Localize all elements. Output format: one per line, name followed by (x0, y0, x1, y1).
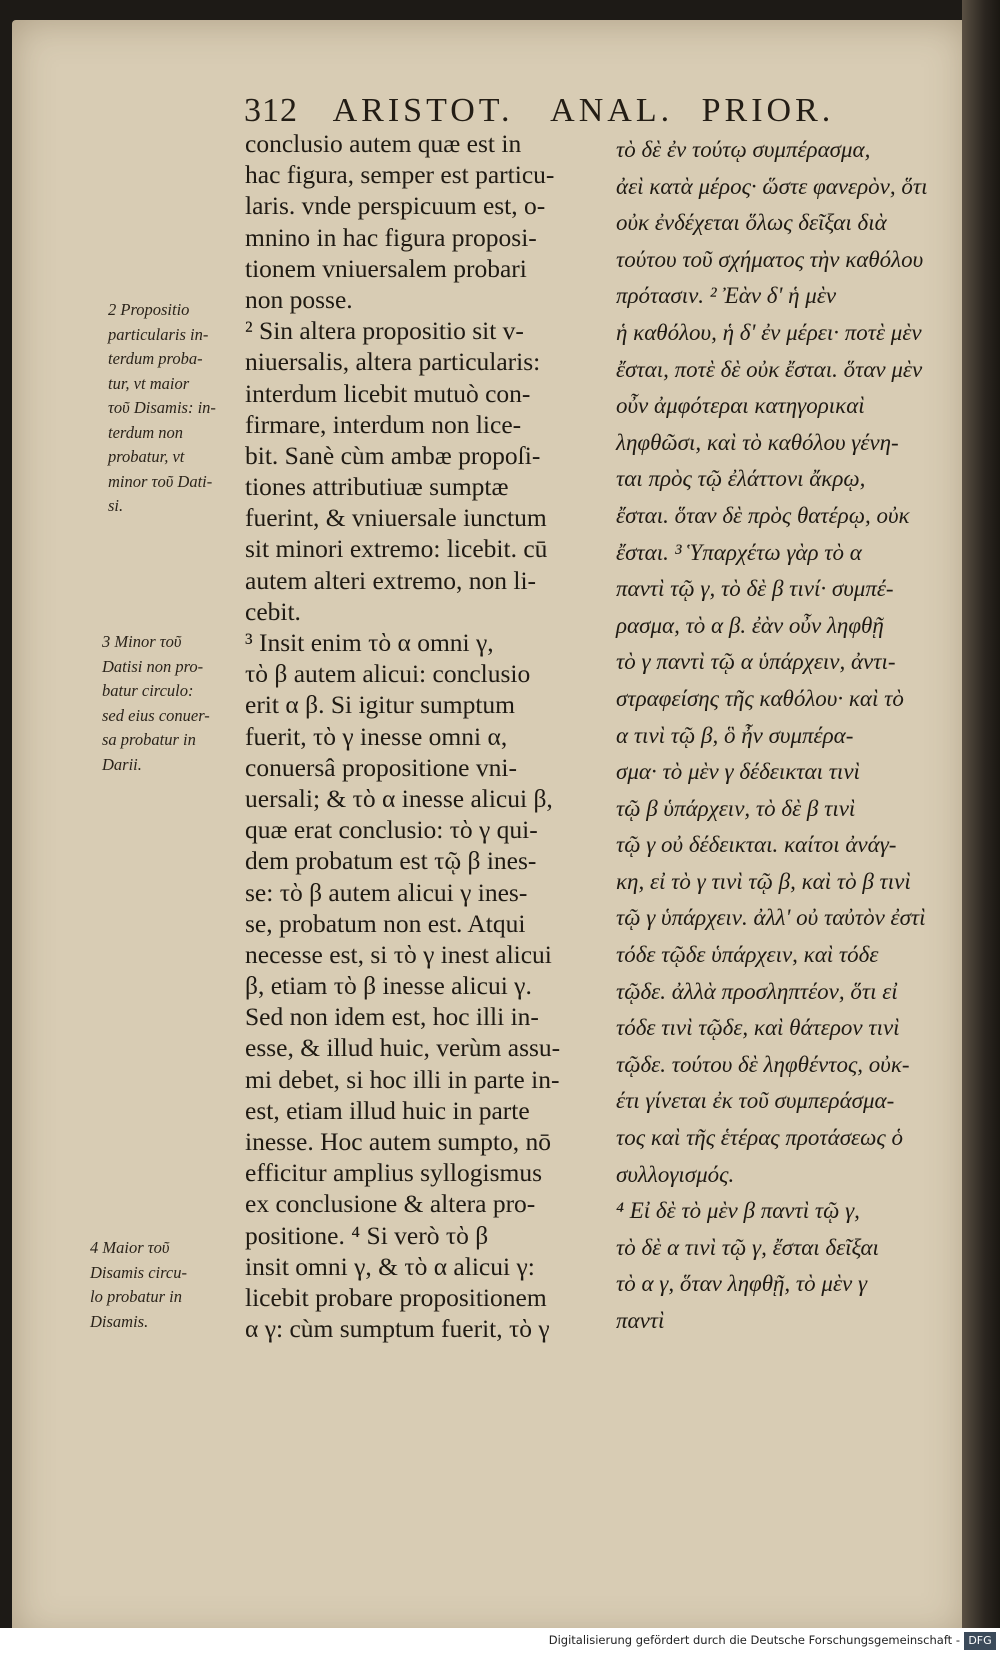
latin-text-line: insit omni γ, & τὸ α alicui γ: (245, 1251, 535, 1281)
latin-text-line: se, probatum non est. Atqui (245, 908, 526, 938)
greek-text-line: τος καὶ τῆς ἑτέρας προτάσεως ὁ (616, 1125, 903, 1151)
latin-text-line: β, etiam τὸ β inesse alicui γ. (245, 971, 532, 1001)
greek-text-line: τῷ β ὑπάρχειν, τὸ δὲ β τινὶ (616, 795, 856, 821)
margin-note-line: si. (108, 496, 124, 515)
margin-note-2 (108, 298, 216, 519)
page-number: 312 (244, 92, 298, 129)
latin-text-line: licebit probare propositionem (245, 1282, 547, 1312)
greek-text-line: τόδε τῷδε ὑπάρχειν, καὶ τόδε (616, 942, 879, 968)
margin-note-line: lo probatur in (90, 1287, 182, 1306)
margin-note-line: particularis in- (108, 324, 209, 344)
latin-text-line: mi debet, si hoc illi in parte in- (245, 1064, 560, 1094)
greek-text-line: κη, εἰ τὸ γ τινὶ τῷ β, καὶ τὸ β τινὶ (616, 868, 911, 894)
greek-text-line: τῷ γ ὑπάρχειν. ἀλλ' οὐ ταὐτὸν ἐστὶ (616, 905, 926, 931)
greek-text-line: τόδε τινὶ τῷδε, καὶ θάτερον τινὶ (616, 1015, 900, 1041)
greek-text-line: ρασμα, τὸ α β. ἐὰν οὖν ληφθῇ (616, 612, 884, 638)
latin-text-line: autem alteri extremo, non li- (245, 565, 537, 595)
margin-note-line: τοῦ Disamis: in- (108, 398, 216, 417)
greek-text-line: τὸ γ παντὶ τῷ α ὑπάρχειν, ἀντι- (616, 649, 896, 675)
digitization-credit: Digitalisierung gefördert durch die Deutsche Forschungsgemeinschaft - (548, 1633, 960, 1647)
greek-text-line: στραφείσης τῆς καθόλου· καὶ τὸ (616, 685, 904, 711)
latin-text-line: fuerit, τὸ γ inesse omni α, (245, 721, 508, 751)
latin-text-line: ex conclusione & altera pro- (245, 1189, 536, 1219)
latin-text-line: conuersâ propositione vni- (245, 752, 517, 782)
latin-text-line: efficitur amplius syllogismus (245, 1158, 543, 1188)
latin-text-line: positione. ⁴ Si verò τὸ β (245, 1220, 489, 1250)
greek-text-line: ληφθῶσι, καὶ τὸ καθόλου γένη- (616, 429, 899, 455)
greek-text-line: τῷδε. ἀλλὰ προσληπτέον, ὅτι εἰ (616, 978, 898, 1004)
book-edge (962, 0, 1000, 1656)
latin-text-line: cebit. (245, 596, 301, 626)
margin-note-line: Darii. (102, 754, 142, 774)
margin-note-line: sa probatur in (102, 730, 196, 749)
greek-text-line: τούτου τοῦ σχήματος τὴν καθόλου (616, 246, 924, 272)
margin-note-line: Disamis circu- (90, 1262, 188, 1282)
greek-text-line: ἔσται. ³ Ὑπαρχέτω γὰρ τὸ α (616, 539, 862, 565)
greek-text-line: έτι γίνεται ἐκ τοῦ συμπεράσμα- (616, 1088, 895, 1114)
margin-note-line: terdum non (108, 422, 184, 442)
latin-text-line: uersali; & τὸ α inesse alicui β, (245, 783, 553, 813)
latin-text-line: hac figura, semper est particu- (245, 160, 555, 190)
margin-note-line: sed eius conuer- (102, 705, 210, 725)
margin-note-line: probatur, vt (108, 447, 185, 466)
latin-text-line: non posse. (245, 284, 353, 314)
latin-text-line: inesse. Hoc autem sumpto, nō (245, 1127, 551, 1156)
margin-note-4 (90, 1236, 187, 1334)
greek-text-line: τῷ γ οὐ δέδεικται. καίτοι ἀνάγ- (616, 832, 897, 858)
greek-text-line: ἔσται. ὅταν δὲ πρὸς θατέρῳ, οὐκ (616, 502, 910, 528)
greek-text-line: συλλογισμός. (616, 1161, 735, 1187)
greek-text-line: παντὶ (616, 1308, 665, 1333)
latin-text-line: τὸ β autem alicui: conclusio (245, 659, 531, 689)
latin-text-line: fuerint, & vniuersale iunctum (245, 503, 547, 533)
latin-text-line: niuersalis, altera particularis: (245, 347, 541, 377)
latin-text-column (245, 128, 587, 1344)
latin-text-line: interdum licebit mutuò con- (245, 378, 531, 408)
margin-note-line: 3 Minor τοῦ (102, 632, 182, 651)
latin-text-line: tiones attributiuæ sumptæ (245, 472, 509, 502)
latin-text-line: dem probatum est τῷ β ines- (245, 846, 537, 876)
greek-text-line: οὖν ἀμφότεραι κατηγορικαὶ (616, 393, 865, 419)
margin-note-3 (102, 630, 210, 777)
greek-text-line: ἡ καθόλου, ἡ δ' ἐν μέρει· ποτὲ μὲν (616, 319, 922, 345)
greek-text-line: τὸ δὲ α τινὶ τῷ γ, ἔσται δεῖξαι (616, 1234, 879, 1260)
latin-text-line: Sed non idem est, hoc illi in- (245, 1002, 539, 1032)
header-title-work: ANAL. (550, 92, 674, 129)
latin-text-line: necesse est, si τὸ γ inest alicui (245, 939, 552, 969)
greek-text-line: σμα· τὸ μὲν γ δέδεικται τινὶ (616, 759, 860, 785)
greek-text-line: τὸ α γ, ὅταν ληφθῇ, τὸ μὲν γ (616, 1271, 868, 1297)
latin-text-line: conclusio autem quæ est in (245, 129, 522, 158)
margin-note-line: tur, vt maior (108, 373, 190, 393)
latin-text-line: esse, & illud huic, verùm assu- (245, 1033, 561, 1063)
latin-text-line: mnino in hac figura proposi- (245, 222, 537, 252)
latin-text-line: erit α β. Si igitur sumptum (245, 690, 516, 720)
latin-text-line: firmare, interdum non lice- (245, 409, 522, 439)
margin-note-line: batur circulo: (102, 681, 194, 700)
latin-text-line: ² Sin altera propositio sit v- (245, 316, 524, 346)
greek-text-line: ⁴ Εἰ δὲ τὸ μὲν β παντὶ τῷ γ, (616, 1198, 860, 1224)
greek-text-line: οὐκ ἐνδέχεται ὅλως δεῖξαι διὰ (616, 210, 887, 236)
greek-text-line: ται πρὸς τῷ ἐλάττονι ἄκρῳ, (616, 466, 866, 492)
dfg-logo: DFG (964, 1632, 996, 1650)
margin-note-line: 2 Propositio (108, 300, 190, 319)
greek-text-line: ἔσται, ποτὲ δὲ οὐκ ἔσται. ὅταν μὲν (616, 356, 923, 382)
header-title-author: ARISTOT. (332, 92, 514, 129)
greek-text-line: τὸ δὲ ἐν τούτῳ συμπέρασμα, (616, 137, 871, 162)
latin-text-line: sit minori extremo: licebit. cū (245, 534, 548, 564)
latin-text-line: laris. vnde perspicuum est, o- (245, 191, 546, 221)
greek-text-line: πρότασιν. ² Ἐὰν δ' ἡ μὲν (616, 283, 837, 309)
running-header (244, 92, 864, 130)
latin-text-line: bit. Sanè cùm ambæ propoſi- (245, 440, 541, 470)
latin-text-line: quæ erat conclusio: τὸ γ qui- (245, 815, 538, 845)
margin-note-line: Datisi non pro- (102, 656, 204, 676)
greek-text-line: τῷδε. τούτου δὲ ληφθέντος, οὐκ- (616, 1051, 910, 1077)
margin-note-line: 4 Maior τοῦ (90, 1238, 170, 1257)
header-title-part: PRIOR. (701, 92, 835, 129)
greek-text-line: ἀεὶ κατὰ μέρος· ὥστε φανερὸν, ὅτι (616, 173, 928, 199)
latin-text-line: ³ Insit enim τὸ α omni γ, (245, 628, 494, 657)
latin-text-line: α γ: cùm sumptum fuerit, τὸ γ (245, 1314, 550, 1344)
latin-text-line: se: τὸ β autem alicui γ ines- (245, 877, 528, 907)
footer-bar (0, 1628, 1000, 1656)
latin-text-line: tionem vniuersalem probari (245, 253, 527, 283)
greek-text-line: α τινὶ τῷ β, ὃ ἦν συμπέρα- (616, 722, 854, 748)
greek-text-line: παντὶ τῷ γ, τὸ δὲ β τινί· συμπέ- (616, 576, 894, 602)
greek-text-column (616, 132, 954, 1340)
margin-note-line: Disamis. (90, 1311, 149, 1331)
latin-text-line: est, etiam illud huic in parte (245, 1095, 530, 1125)
margin-note-line: minor τοῦ Dati- (108, 471, 213, 491)
margin-note-line: terdum proba- (108, 349, 203, 368)
